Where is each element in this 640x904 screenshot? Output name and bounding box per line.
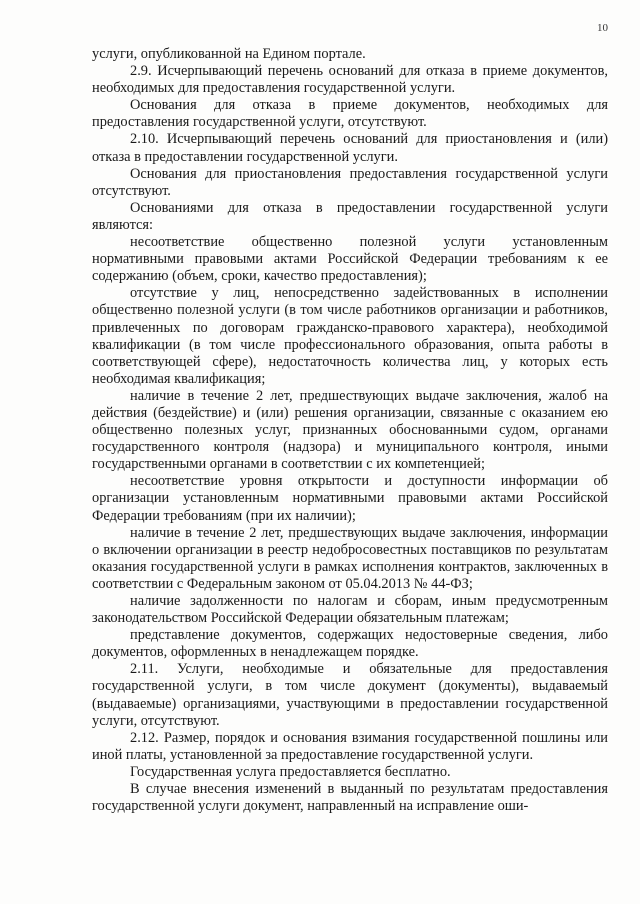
list-item: наличие в течение 2 лет, предшествующих выдаче заключения, информации о включении организации в реестр недобросовестных поставщиков по результатам оказания государственной услуги в рамках исполнения контрактов, заключенных в соответствии с Федеральным законом от 05.04.2013 № 44-ФЗ; (92, 524, 608, 592)
section-2-9-heading: 2.9. Исчерпывающий перечень оснований для отказа в приеме документов, необходимых для предоставления государственной услуги. (92, 63, 608, 97)
section-2-12-heading: 2.12. Размер, порядок и основания взимания государственной пошлины или иной платы, установленной за предоставление государственной услуги. (92, 729, 608, 763)
section-2-10-heading: 2.10. Исчерпывающий перечень оснований для приостановления и (или) отказа в предоставлении государственной услуги. (92, 131, 608, 165)
list-item: представление документов, содержащих недостоверные сведения, либо документов, оформленных в ненадлежащем порядке. (92, 627, 608, 661)
list-item: наличие задолженности по налогам и сборам, иным предусмотренным законодательством Российской Федерации обязательным платежам; (92, 593, 608, 627)
paragraph-continuation: услуги, опубликованной на Едином портале. (92, 46, 366, 62)
paragraph-no-refusal-grounds: Основания для отказа в приеме документов, необходимых для предоставления государственной услуги, отсутствуют. (92, 97, 608, 131)
section-2-11-paragraph: 2.11. Услуги, необходимые и обязательные для предоставления государственной услуги, в том числе документ (документы), выдаваемый (выдаваемые) организациями, участвующими в предоставлении государственной услуги, отсутствуют. (92, 661, 608, 729)
page-number: 10 (597, 22, 608, 34)
list-item: отсутствие у лиц, непосредственно задействованных в исполнении общественно полезной услуги (в том числе работников организации и работников, привлеченных по договорам гражданско-правового характера), необходимой квалификации (в том числе профессионального образования, опыта работы в соответствующей сфере), недостаточность количества лиц, у которых есть необходимая квалификация; (92, 285, 608, 387)
document-body (92, 46, 608, 815)
paragraph-refusal-grounds-intro: Основаниями для отказа в предоставлении государственной услуги являются: (92, 199, 608, 233)
list-item: наличие в течение 2 лет, предшествующих выдаче заключения, жалоб на действия (бездействие) и (или) решения организации, связанные с оказанием ею общественно полезных услуг, признанных обоснованными судом, органами государственного контроля (надзора) и муниципального контроля, иными государственными органами в соответствии с их компетенцией; (92, 387, 608, 473)
list-item: несоответствие уровня открытости и доступности информации об организации установленным нормативными правовыми актами Российской Федерации требованиям (при их наличии); (92, 473, 608, 524)
paragraph-free-of-charge: Государственная услуга предоставляется бесплатно. (130, 763, 451, 780)
paragraph-changes: В случае внесения изменений в выданный по результатам предоставления государственной услуги документ, направленный на исправление оши- (92, 781, 608, 815)
paragraph-no-suspension-grounds: Основания для приостановления предоставления государственной услуги отсутствуют. (92, 165, 608, 199)
list-item: несоответствие общественно полезной услуги установленным нормативными правовыми актами Российской Федерации требованиям к ее содержанию (объем, сроки, качество предоставления); (92, 234, 608, 285)
